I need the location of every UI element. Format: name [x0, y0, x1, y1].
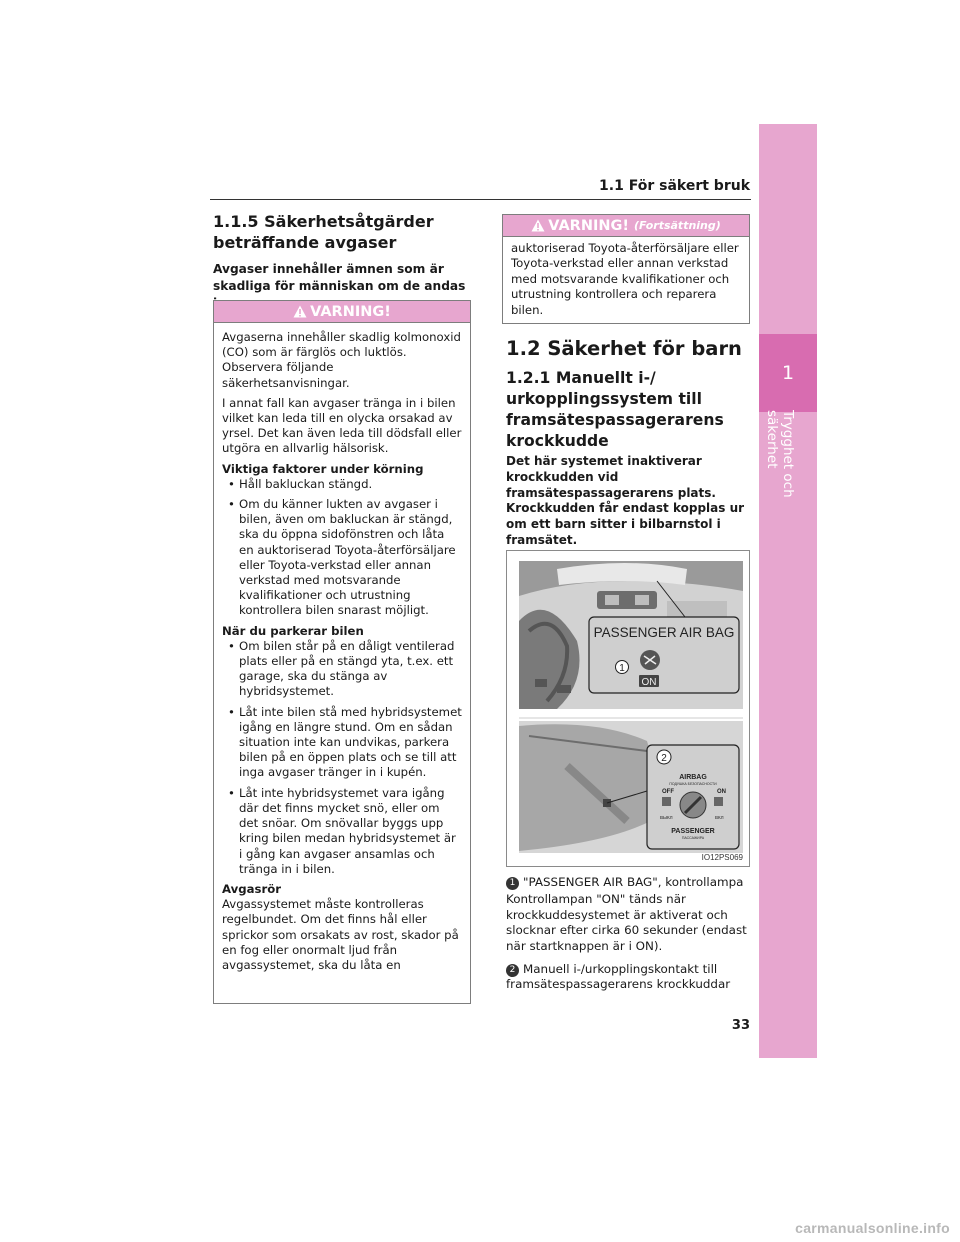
airbag-switch-panel: [647, 745, 739, 849]
switch-label-off: OFF: [662, 789, 674, 795]
section-heading: 1.1.5 Säkerhetsåtgärder beträffande avgaser: [213, 212, 434, 252]
callout-2: 2: [661, 753, 667, 764]
airbag-on-icon: [714, 797, 723, 806]
switch-label-passenger: PASSENGER: [671, 828, 715, 835]
warning-subheading: När du parkerar bilen: [222, 623, 364, 638]
caption-number-badge: 1: [506, 877, 519, 890]
warning-triangle-icon: [293, 305, 307, 318]
warning-body: auktoriserad Toyota-återförsäljare eller Toyota-verkstad eller annan verkstad med motsvarande kvalifikationer och utrustning kontrollera och reparera bilen.: [511, 241, 739, 317]
warning-title: VARNING!: [548, 217, 630, 234]
warning-paragraph: Avgassystemet måste kontrolleras regelbundet. Om det finns hål eller sprickor som orsakats av rost, skador på en fog eller onormalt ljud från avgassystemet, ska du låta en: [222, 897, 459, 972]
warning-subheading: Viktiga faktorer under körning: [222, 461, 424, 476]
warning-bullet: • Låt inte bilen stå med hybridsystemet igång en längre stund. Om en sådan situation inte kan undvikas, parkera bilen på en öppen plats och se till att inga avgaser tränger in i kupén.: [222, 705, 462, 781]
caption-title: "PASSENGER AIR BAG", kontrollampa: [523, 875, 744, 889]
switch-label-on: ON: [717, 789, 726, 795]
warning-title: VARNING!: [310, 303, 391, 320]
section-heading: 1.2.1 Manuellt i-/ urkopplingssystem till framsätespassagerarens krockkudde: [506, 369, 724, 450]
chapter-number: 1: [759, 334, 817, 412]
figure-code: IO12PS069: [701, 853, 743, 862]
warning-box-continued: [502, 214, 750, 324]
watermark: carmanualsonline.info: [795, 1220, 950, 1236]
airbag-off-icon: [662, 797, 671, 806]
airbag-illustration: [506, 550, 750, 867]
warning-header: [503, 215, 749, 237]
warning-subheading: Avgasrör: [222, 881, 282, 896]
warning-bullet: • Håll bakluckan stängd.: [222, 477, 462, 492]
chapter-section-heading: 1.2 Säkerhet för barn: [506, 337, 742, 360]
warning-bullet: • Låt inte hybridsystemet vara igång där det finns mycket snö, eller om det snöar. Om snövallar byggs upp kring bilen medan hybridsystemet är i gång kan avgaser ansamlas och tränga in i bilen.: [222, 786, 462, 877]
warning-body: [214, 323, 470, 973]
passenger-airbag-lamp-panel: [589, 617, 739, 693]
warning-paragraph: Avgaserna innehåller skadlig kolmonoxid (CO) som är färglös och luktlös. Observera följande säkerhetsanvisningar.: [222, 330, 461, 390]
page-number: 33: [731, 1018, 750, 1033]
airbag-figure-drawing: [507, 551, 750, 867]
running-head: 1.1 För säkert bruk: [599, 178, 750, 194]
warning-paragraph: I annat fall kan avgaser tränga in i bilen vilket kan leda till en olycka orsakad av yrsel. Det kan även leda till dödsfall eller utgöra en allvarlig hälsorisk.: [222, 395, 462, 456]
switch-label-airbag: AIRBAG: [679, 774, 707, 781]
warning-box: [213, 300, 471, 1004]
callout-1: 1: [619, 663, 625, 674]
caption-title: Manuell i-/urkopplingskontakt till framsätespassagerarens krockkuddar: [506, 962, 731, 992]
caption-text: Kontrollampan "ON" tänds när krockkuddesystemet är aktiverat och slocknar efter cirka 60 sekunder (endast när startknappen är i ON).: [506, 892, 747, 953]
warning-continued-label: (Fortsättning): [634, 219, 721, 232]
chapter-title: Trygghet och säkerhet: [764, 410, 796, 498]
section-lead: Avgaser innehåller ämnen som är skadliga för människan om de andas: [213, 262, 466, 293]
warning-header: [214, 301, 470, 323]
panel-label: PASSENGER AIR BAG: [593, 625, 735, 640]
caption-item-2: [506, 962, 750, 993]
warning-bullet: • Om du känner lukten av avgaser i bilen, även om bakluckan är stängd, ska du öppna sidofönstren och låta en auktoriserad Toyota-återförsäljare eller Toyota-verkstad eller annan verkstad med motsvarande kvalifikationer och utrustning kontrollera bilen snarast möjligt.: [222, 497, 462, 619]
on-label: ON: [641, 677, 657, 688]
switch-label-off-ru: ВЫКЛ: [660, 815, 673, 820]
chapter-side-tab: [759, 124, 817, 1058]
warning-triangle-icon: [531, 219, 545, 232]
warning-bullet: • Om bilen står på en dåligt ventilerad plats eller på en stängd yta, t.ex. ett garage, ska du stänga av hybridsystemet.: [222, 639, 462, 700]
caption-number-badge: 2: [506, 964, 519, 977]
header-rule: [210, 199, 751, 200]
switch-label-on-ru: ВКЛ: [715, 815, 724, 820]
section-lead: Det här systemet inaktiverar krockkudden vid framsätespassagerarens plats. Krockkudden får endast kopplas ur om ett barn sitter i bilbarnstol i framsätet.: [506, 454, 745, 547]
switch-label-passenger-ru: ПАССАЖИРА: [681, 836, 705, 840]
caption-item-1: [506, 875, 750, 954]
left-column: [213, 211, 471, 312]
switch-label-airbag-ru: ПОДУШКА БЕЗОПАСНОСТИ: [669, 782, 717, 786]
